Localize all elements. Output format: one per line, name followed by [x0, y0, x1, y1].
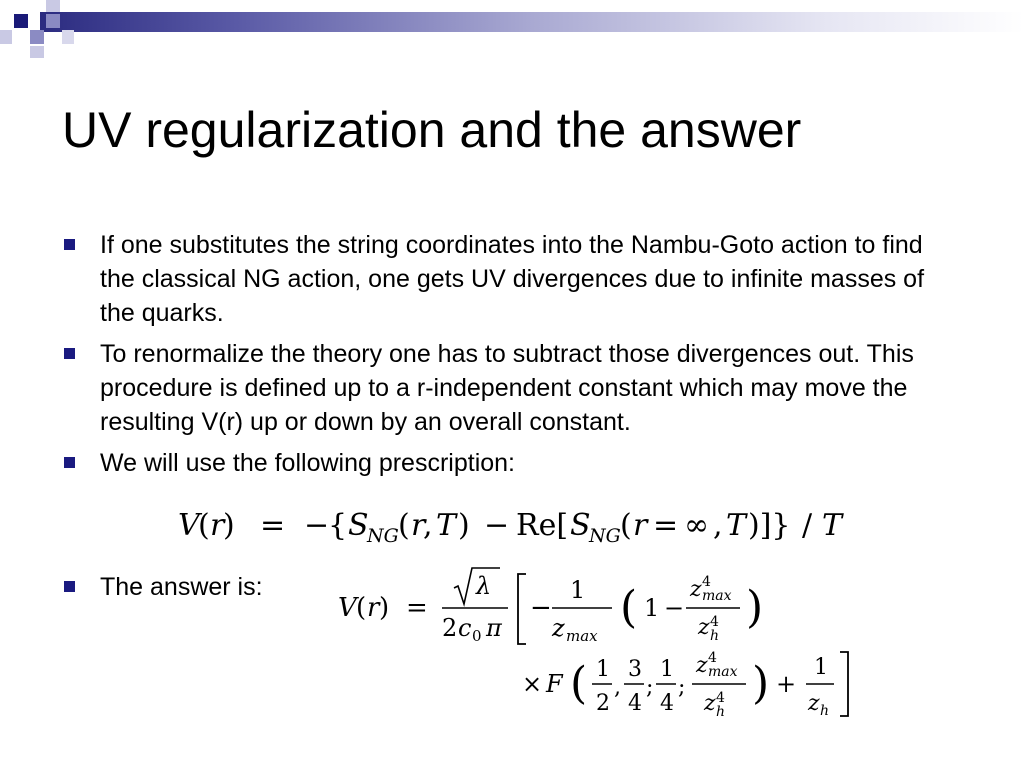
svg-text:h: h: [716, 704, 726, 720]
svg-text:c: c: [458, 614, 472, 642]
bullet-text: We will use the following prescription:: [100, 449, 516, 477]
svg-text:(: (: [356, 593, 367, 623]
svg-text:z: z: [808, 691, 820, 716]
decor-square: [46, 14, 60, 28]
gradient-band: [40, 12, 1024, 32]
svg-text:h: h: [710, 628, 720, 644]
svg-text:r: r: [633, 508, 648, 543]
svg-text:,: ,: [713, 508, 723, 543]
svg-text:V: V: [178, 508, 200, 543]
answer-equation: [330, 560, 870, 730]
svg-text:=: =: [406, 593, 428, 623]
decor-square: [46, 0, 60, 12]
svg-text:NG: NG: [589, 525, 621, 547]
svg-text:z: z: [696, 653, 708, 678]
svg-text:(: (: [620, 582, 638, 633]
svg-text:): ): [746, 582, 764, 633]
svg-text:4: 4: [628, 691, 642, 716]
svg-text:): ): [223, 508, 235, 543]
svg-text:4: 4: [702, 574, 711, 590]
bullet-text: If one substitutes the string coordinates into the Nambu-Goto action to find the classical NG action, one gets UV divergences due to infinite masses of the quarks.: [100, 231, 925, 327]
svg-text:r: r: [210, 508, 225, 543]
svg-text:z: z: [552, 614, 565, 642]
svg-text:F: F: [546, 670, 563, 698]
svg-text:V: V: [338, 593, 357, 623]
svg-text:2: 2: [596, 691, 610, 716]
svg-text:T: T: [822, 508, 843, 543]
decor-square: [0, 30, 12, 44]
svg-text:z: z: [698, 615, 710, 640]
svg-text:): ): [379, 593, 390, 623]
prescription-equation: [170, 498, 870, 552]
svg-text:;: ;: [678, 675, 686, 700]
svg-text:T: T: [726, 508, 747, 543]
svg-text:−: −: [530, 593, 552, 623]
square-bullet-icon: [64, 581, 75, 592]
svg-text:(: (: [398, 508, 410, 543]
svg-text:∞: ∞: [684, 508, 709, 543]
svg-text:,: ,: [423, 508, 433, 543]
svg-text:,: ,: [614, 675, 621, 700]
svg-text:z: z: [690, 577, 702, 602]
svg-text:{: {: [328, 508, 348, 543]
svg-text:1: 1: [644, 594, 660, 622]
svg-text:max: max: [708, 664, 738, 680]
svg-text:4: 4: [716, 690, 725, 706]
svg-text:4: 4: [710, 614, 719, 630]
svg-text:λ: λ: [476, 572, 492, 600]
svg-text:T: T: [436, 508, 457, 543]
svg-text:×: ×: [522, 670, 543, 698]
svg-text:r: r: [367, 593, 380, 623]
decor-square: [62, 30, 74, 44]
square-bullet-icon: [64, 348, 75, 359]
svg-text:2: 2: [442, 614, 458, 642]
svg-text:4: 4: [660, 691, 674, 716]
decor-square: [30, 30, 44, 44]
bullet-item: [62, 446, 962, 480]
svg-text:+: +: [776, 670, 797, 698]
bullet-text: To renormalize the theory one has to subtract those divergences out. This procedure is defined up to a r-independent constant which may move the resulting V(r) up or down by an overall constant.: [100, 340, 914, 436]
svg-text:(: (: [620, 508, 632, 543]
svg-text:/: /: [802, 508, 813, 543]
svg-text:): ): [458, 508, 470, 543]
svg-text:1: 1: [814, 655, 828, 680]
svg-text:1: 1: [570, 576, 586, 604]
svg-text:4: 4: [708, 650, 717, 666]
svg-text:(: (: [198, 508, 210, 543]
bullet-list: [62, 228, 962, 487]
svg-text:=: =: [653, 508, 679, 543]
svg-text:3: 3: [628, 657, 642, 682]
header-decoration: [0, 0, 1024, 48]
svg-text:r: r: [411, 508, 426, 543]
svg-text:−: −: [484, 508, 510, 543]
svg-text:h: h: [820, 703, 830, 719]
bullet-text: The answer is:: [100, 573, 263, 601]
svg-text:Re[: Re[: [516, 508, 569, 543]
bullet-item: [62, 228, 962, 330]
svg-text:=: =: [260, 508, 286, 543]
svg-text:−: −: [304, 508, 330, 543]
decor-square: [14, 14, 28, 28]
decor-square: [30, 46, 44, 58]
svg-text:NG: NG: [367, 525, 399, 547]
square-bullet-icon: [64, 457, 75, 468]
svg-text:1: 1: [596, 657, 610, 682]
svg-text:): ): [752, 658, 770, 709]
svg-text:S: S: [348, 508, 369, 543]
svg-text:π: π: [486, 614, 502, 642]
bullet-item: [62, 337, 962, 439]
svg-text:−: −: [664, 594, 685, 622]
svg-text:(: (: [570, 658, 588, 709]
svg-text:S: S: [570, 508, 591, 543]
square-bullet-icon: [64, 239, 75, 250]
svg-text:0: 0: [472, 627, 482, 645]
svg-text:)]}: )]}: [748, 508, 791, 543]
svg-text:;: ;: [646, 675, 654, 700]
slide-title: UV regularization and the answer: [62, 102, 802, 158]
svg-text:max: max: [702, 588, 732, 604]
svg-text:max: max: [566, 627, 598, 645]
svg-text:1: 1: [660, 657, 674, 682]
svg-text:z: z: [704, 691, 716, 716]
